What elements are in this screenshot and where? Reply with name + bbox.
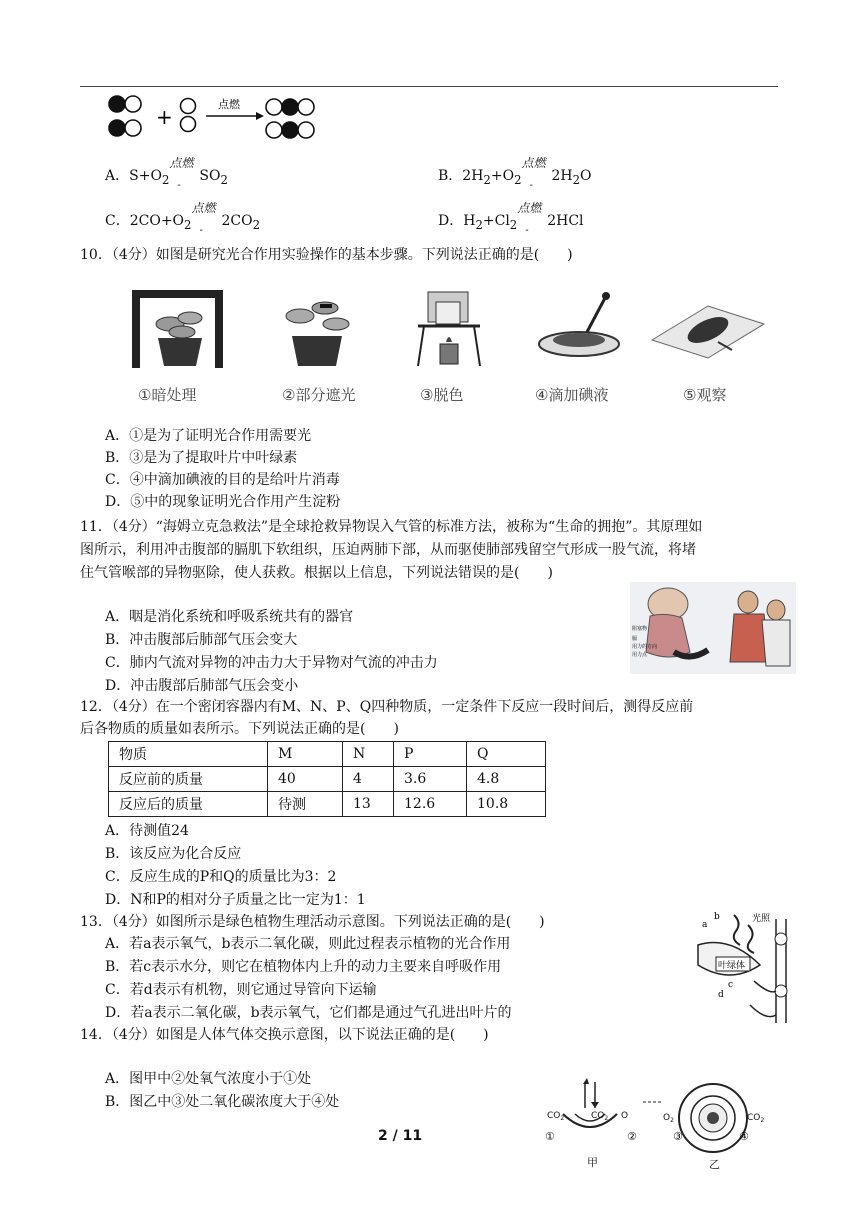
table-row	[109, 792, 546, 817]
svg-text:乙: 乙	[709, 1158, 720, 1171]
heimlich-figure	[630, 582, 796, 674]
q10-stem: 10．（4分）如图是研究光合作用实验操作的基本步骤。下列说法正确的是( )	[80, 247, 573, 263]
gas-exchange-figure	[545, 1078, 770, 1174]
table-cell: Q	[467, 742, 546, 767]
svg-text:d: d	[718, 990, 724, 1000]
white-atom	[125, 96, 141, 112]
table-cell: 反应后的质量	[109, 792, 268, 817]
arrow-label: 点燃	[218, 98, 240, 111]
black-atom	[109, 120, 125, 136]
q11-stem-line1: 11．（4分）“海姆立克急救法”是全球抢救异物误入气管的标准方法，被称为“生命的拥抱”。其原理如	[80, 519, 703, 535]
svg-text:膈: 膈	[632, 636, 638, 642]
svg-text:CO2: $CO_2$	[591, 1111, 609, 1122]
q10-option-d[interactable]: D．⑤中的现象证明光合作用产生淀粉	[105, 494, 341, 510]
white-atom	[181, 99, 196, 114]
svg-text:④: ④	[739, 1130, 749, 1143]
white-atom	[181, 117, 196, 132]
svg-text:CO2: $CO_2$	[547, 1111, 565, 1122]
decolorize-figure	[410, 286, 488, 372]
caption-decolor: ③脱色	[420, 386, 464, 404]
table-cell: 4.8	[467, 767, 546, 792]
svg-text:叶绿体: 叶绿体	[718, 961, 746, 971]
q12-stem-line1: 12．（4分）在一个密闭容器内有M、N、P、Q四种物质，一定条件下反应一段时间后，测得反应前	[80, 699, 694, 715]
table-cell: 40	[268, 767, 343, 792]
table-cell: N	[343, 742, 394, 767]
q11-stem-line3: 住气管喉部的异物驱除，使人获救。根据以上信息，下列说法错误的是( )	[80, 565, 553, 581]
q11-option-a[interactable]: A．咽是消化系统和呼吸系统共有的器官	[105, 609, 354, 625]
q9-option-d[interactable]: D．$H_2+Cl_2$ 点燃 - 2HCl	[438, 201, 584, 236]
q11-option-c[interactable]: C．肺内气流对异物的冲击力大于异物对气流的冲击力	[105, 655, 438, 671]
svg-text:③: ③	[673, 1130, 683, 1143]
q14-option-a[interactable]: A．图甲中②处氧气浓度小于①处	[105, 1071, 312, 1087]
q12-option-b[interactable]: B．该反应为化合反应	[105, 846, 242, 862]
table-cell: 反应前的质量	[109, 767, 268, 792]
q12-option-d[interactable]: D．N和P的相对分子质量之比一定为1：1	[105, 892, 366, 908]
plant-physiology-figure	[690, 905, 800, 1027]
q13-option-b[interactable]: B．若c表示水分，则它在植物体内上升的动力主要来自呼吸作用	[105, 959, 502, 975]
q9-option-b[interactable]: B．$2H_2+O_2$ 点燃 - $2H_2O$	[438, 156, 592, 191]
table-cell: 3.6	[394, 767, 467, 792]
observe-figure	[648, 300, 768, 360]
q12-option-c[interactable]: C．反应生成的P和Q的质量比为3：2	[105, 869, 337, 885]
q11-option-b[interactable]: B．冲击腹部后肺部气压会变大	[105, 632, 298, 648]
q13-stem: 13．（4分）如图所示是绿色植物生理活动示意图。下列说法正确的是( )	[80, 914, 545, 930]
table-row	[109, 767, 546, 792]
table-cell: P	[394, 742, 467, 767]
table-cell: M	[268, 742, 343, 767]
white-atom	[125, 120, 141, 136]
table-cell: 10.8	[467, 792, 546, 817]
header-rule	[80, 86, 778, 87]
svg-text:用力的方向: 用力的方向	[632, 644, 658, 650]
mass-table	[108, 741, 546, 817]
q11-stem-line2: 图所示，利用冲击腹部的膈肌下软组织，压迫两肺下部，从而驱使肺部残留空气形成一股气流，将堵	[80, 542, 696, 558]
svg-text:c: c	[728, 980, 734, 990]
caption-iodine: ④滴加碘液	[535, 386, 609, 404]
svg-text:a: a	[702, 920, 708, 930]
q13-option-d[interactable]: D．若a表示二氧化碳，b表示氧气，它们都是通过气孔进出叶片的	[105, 1005, 512, 1021]
svg-text:CO2: $CO_2$	[747, 1113, 765, 1124]
svg-text:甲: 甲	[587, 1156, 598, 1169]
q12-stem-line2: 后各物质的质量如表所示。下列说法正确的是( )	[80, 721, 399, 737]
q12-option-a[interactable]: A．待测值24	[105, 823, 189, 839]
iodine-drop-figure	[535, 292, 627, 360]
svg-text:①: ①	[545, 1130, 555, 1143]
table-row	[109, 742, 546, 767]
caption-observe: ⑤观察	[683, 386, 727, 404]
table-cell: 物质	[109, 742, 268, 767]
page-number: 2 / 11	[378, 1128, 423, 1144]
partial-shading-figure	[270, 290, 365, 368]
svg-text:阻塞物: 阻塞物	[632, 626, 648, 632]
caption-shade: ②部分遮光	[282, 386, 356, 404]
q11-option-d[interactable]: D．冲击腹部后肺部气压会变小	[105, 678, 299, 694]
q10-option-c[interactable]: C．④中滴加碘液的目的是给叶片消毒	[105, 472, 340, 488]
black-atom	[109, 96, 125, 112]
q9-option-c[interactable]: C．$2CO+O_2$ 点燃 - $2CO_2$	[105, 201, 260, 236]
q10-option-b[interactable]: B．③是为了提取叶片中叶绿素	[105, 450, 298, 466]
svg-text:用力点: 用力点	[632, 652, 648, 658]
q13-option-c[interactable]: C．若d表示有机物，则它通过导管向下运输	[105, 982, 377, 998]
q13-option-a[interactable]: A．若a表示氧气，b表示二氧化碳，则此过程表示植物的光合作用	[105, 936, 511, 952]
svg-text:b: b	[714, 912, 720, 922]
caption-dark: ①暗处理	[138, 386, 197, 404]
q10-option-a[interactable]: A．①是为了证明光合作用需要光	[105, 428, 312, 444]
q14-stem: 14．（4分）如图是人体气体交换示意图，以下说法正确的是( )	[80, 1027, 489, 1043]
q14-option-b[interactable]: B．图乙中③处二氧化碳浓度大于④处	[105, 1094, 340, 1110]
svg-text:光照: 光照	[752, 914, 771, 924]
table-cell: 待测	[268, 792, 343, 817]
plus-sign: +	[156, 105, 173, 129]
svg-text:O: O	[621, 1111, 629, 1121]
svg-text:O2: $O_2$	[663, 1113, 674, 1124]
q9-option-a[interactable]: A．$S+O_2$ 点燃 - $SO_2$	[105, 156, 228, 191]
svg-text:②: ②	[627, 1130, 637, 1143]
molecule-reaction-diagram	[100, 92, 330, 148]
table-cell: 4	[343, 767, 394, 792]
table-cell: 13	[343, 792, 394, 817]
dark-treatment-figure	[130, 288, 225, 368]
table-cell: 12.6	[394, 792, 467, 817]
